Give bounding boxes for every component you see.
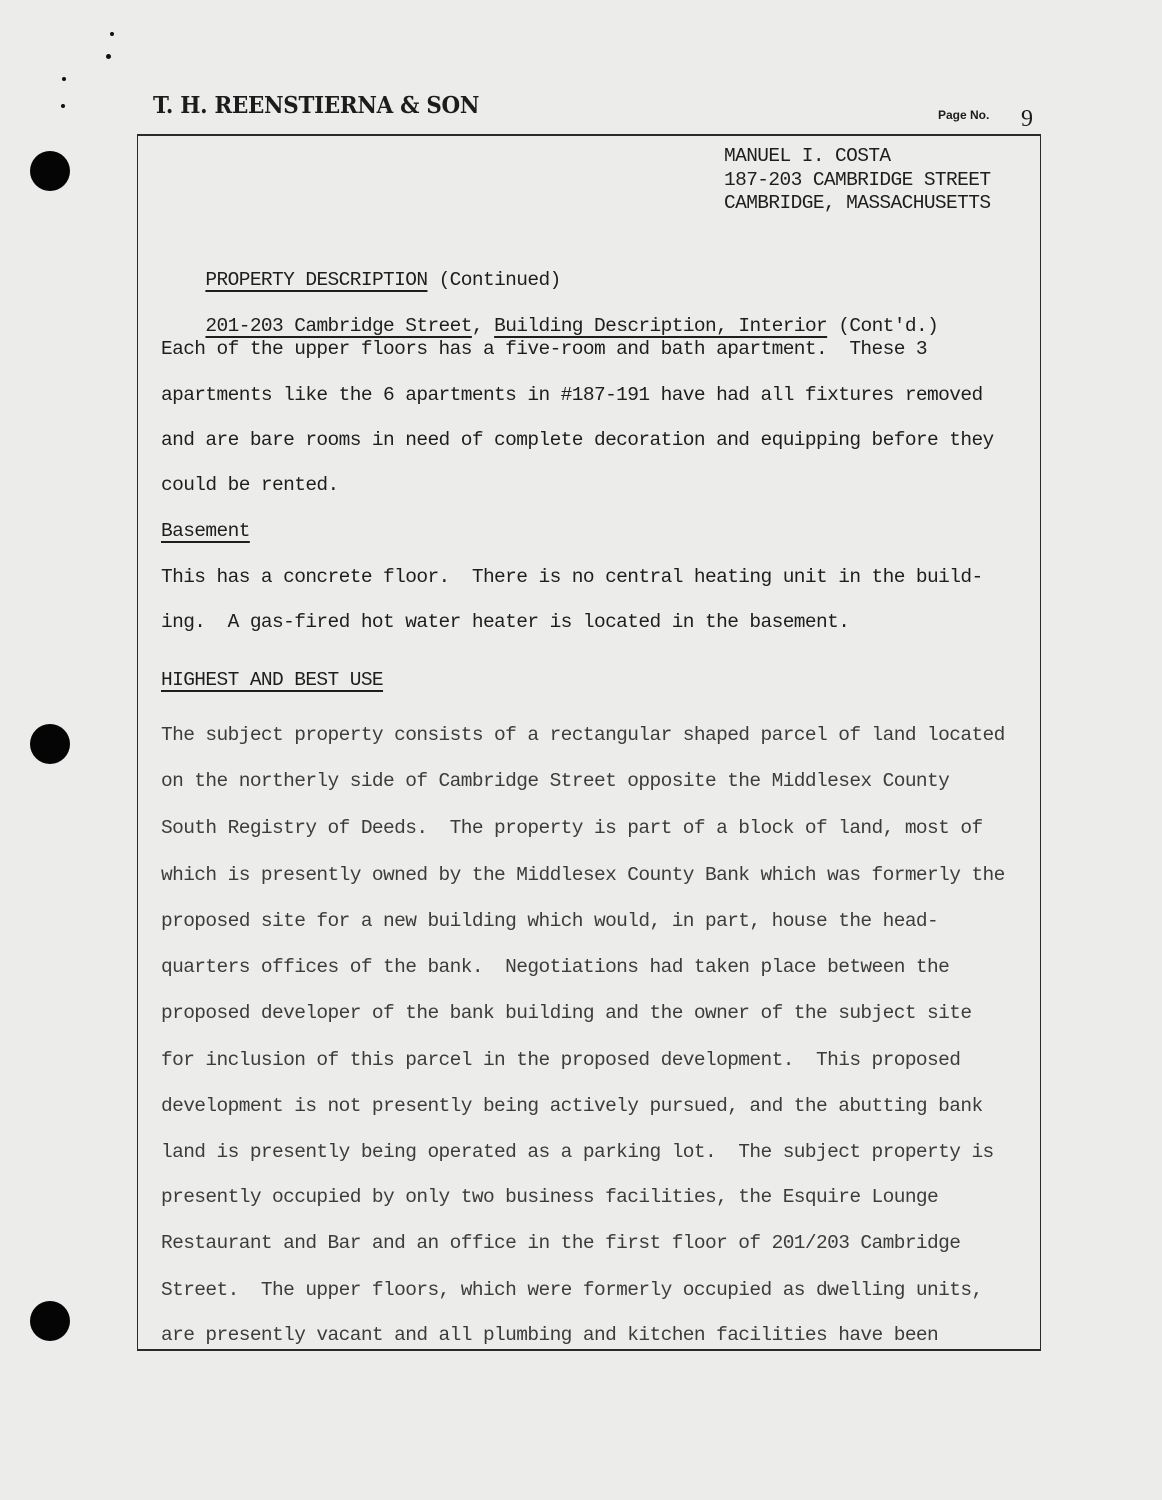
heading-text: PROPERTY DESCRIPTION — [205, 269, 428, 291]
paragraph-line: for inclusion of this parcel in the proposed development. This proposed — [161, 1049, 961, 1071]
paragraph-line: and are bare rooms in need of complete decoration and equipping before they — [161, 429, 994, 451]
paragraph-line: presently occupied by only two business facilities, the Esquire Lounge — [161, 1186, 939, 1208]
heading-address: 201-203 Cambridge Street — [205, 315, 472, 337]
heading-suffix: (Cont'd.) — [827, 315, 939, 337]
paragraph-line: South Registry of Deeds. The property is part of a block of land, most of — [161, 817, 983, 839]
paragraph-line: Street. The upper floors, which were formerly occupied as dwelling units, — [161, 1279, 983, 1301]
paragraph-line: apartments like the 6 apartments in #187-191 have had all fixtures removed — [161, 384, 983, 406]
page-number-label: Page No. — [938, 108, 990, 122]
client-street: 187-203 CAMBRIDGE STREET — [724, 169, 991, 191]
paragraph-line: quarters offices of the bank. Negotiations had taken place between the — [161, 956, 950, 978]
paragraph-line: proposed site for a new building which would, in part, house the head- — [161, 910, 939, 932]
paragraph-line: could be rented. — [161, 474, 339, 496]
paragraph-line: which is presently owned by the Middlesex County Bank which was formerly the — [161, 864, 1005, 886]
paragraph-line: Restaurant and Bar and an office in the first floor of 201/203 Cambridge — [161, 1232, 961, 1254]
heading-separator: , — [471, 315, 495, 337]
punch-hole-icon — [30, 724, 70, 764]
heading-suffix: (Continued) — [427, 269, 561, 291]
paragraph-line: on the northerly side of Cambridge Street opposite the Middlesex County — [161, 770, 950, 792]
margin-dot — [106, 54, 111, 59]
section-heading-basement: Basement — [161, 520, 250, 542]
margin-dot — [62, 77, 66, 81]
client-name: MANUEL I. COSTA — [724, 145, 891, 167]
section-heading-highest-best-use: HIGHEST AND BEST USE — [161, 669, 384, 691]
punch-hole-icon — [30, 151, 70, 191]
paragraph-line: ing. A gas-fired hot water heater is located in the basement. — [161, 611, 850, 633]
paragraph-line: land is presently being operated as a parking lot. The subject property is — [161, 1141, 994, 1163]
margin-dot — [110, 32, 114, 36]
paragraph-line: This has a concrete floor. There is no central heating unit in the build- — [161, 566, 983, 588]
paragraph-line: development is not presently being actively pursued, and the abutting bank — [161, 1095, 983, 1117]
margin-dot — [61, 104, 65, 108]
client-city: CAMBRIDGE, MASSACHUSETTS — [724, 192, 991, 214]
paragraph-line: are presently vacant and all plumbing and kitchen facilities have been — [161, 1324, 939, 1346]
paragraph-line: The subject property consists of a rectangular shaped parcel of land located — [161, 724, 1005, 746]
heading-description: Building Description, Interior — [494, 315, 828, 337]
paragraph-line: Each of the upper floors has a five-room and bath apartment. These 3 — [161, 338, 928, 360]
page-number: 9 — [1021, 106, 1033, 132]
firm-letterhead: T. H. REENSTIERNA & SON — [153, 92, 480, 119]
punch-hole-icon — [30, 1301, 70, 1341]
paragraph-line: proposed developer of the bank building and the owner of the subject site — [161, 1002, 972, 1024]
